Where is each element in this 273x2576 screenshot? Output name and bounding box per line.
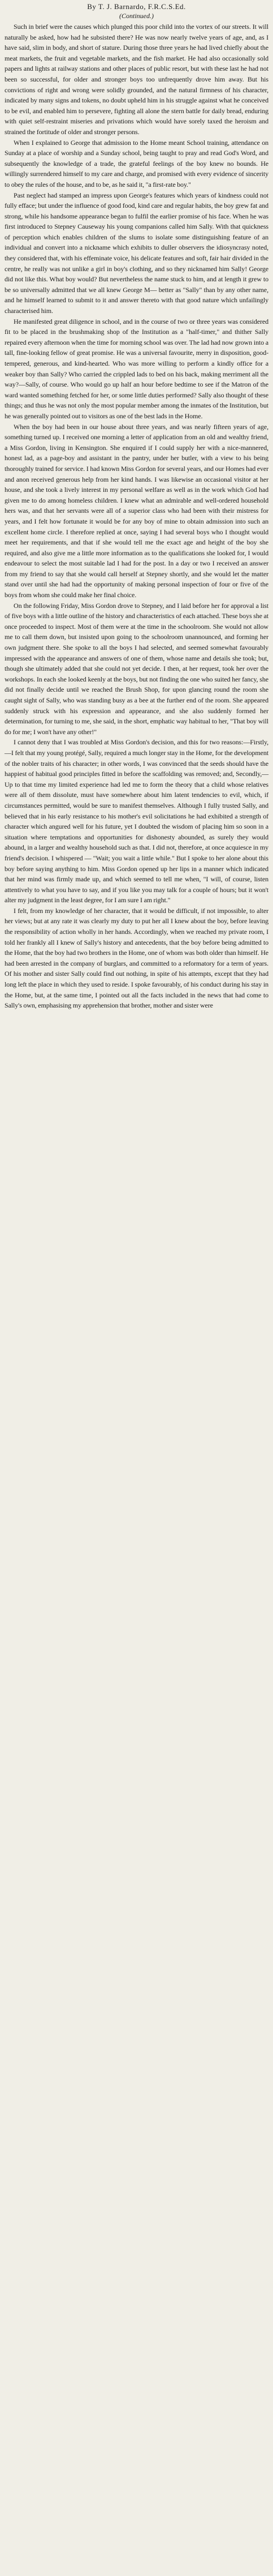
- article-paragraph: On the following Friday, Miss Gordon drove to Stepney, and I laid before her for approval a list of five boys with a little outline of the history and characteristics of each attached. These boys she at once proceeded to inspect. Most of them were at the time in the schoolroom. She would not allow me to call them down, but insisted upon going to the schoolroom unannounced, and forming her own judgment there. She spoke to all the boys I had selected, and seemed somewhat favourably impressed with the appearance and answers of one of them, whose name and details she took; but, though she ultimately added that she could not yet decide. I then, at her request, took her over the workshops. In each she looked keenly at the boys, but not finding the one who suited her fancy, she did not finally decide until we reached the Brush Shop, for upon glancing round the room she caught sight of Sally, who was standing busy as a bee at the further end of the room. She appeared suddenly struck with his expression and appearance, and she also suddenly formed her determination, for turning to me, she said, in the short, emphatic way habitual to her, "That boy will do for me; I won't have any other!": [5, 601, 268, 736]
- article-paragraph: He manifested great diligence in school, and in the course of two or three years was considered fit to be placed in the brushmaking shop of the Institution as a "half-timer," and thither Sally repaired every afternoon when the time for morning school was over. The lad had now grown into a tall, fine-looking fellow of great promise. He was a universal favourite, merry in disposition, good-tempered, generous, and kind-hearted. Who was more willing to perform a kindly office for a weaker boy than Sally? Who carried the crippled lads to bed on his back, making merriment all the way?—Sally, of course. Who would go up half an hour before bedtime to see if the Matron of the ward wanted something fetched for her, or some little duties performed? Sally also thought of these things; and thus he was not only the most popular member among the inmates of the Institution, but he was generally pointed out to visitors as one of the best lads in the Home.: [5, 317, 268, 420]
- article-paragraph: I felt, from my knowledge of her character, that it would be difficult, if not impossible, to alter her views; but at any rate it was clearly my duty to put her all I knew about the boy, before leaving the responsibility of action wholly in her hands. Accordingly, when we reached my private room, I told her frankly all I knew of Sally's history and antecedents, that the boy before being admitted to the Home, that the boy had two brothers in the Home, one of whom was both older than himself. He had been arrested in the company of burglars, and committed to a reformatory for a term of years. Of his mother and sister Sally could find out nothing, in spite of his attempts, except that they had long left the place in which they used to reside. I spoke favourably, of his conduct during his stay in the Home, but, at the same time, I pointed out all the facts included in the news that had come to Sally's own, emphasising my apprehension that brother, mother and sister were: [5, 906, 268, 1010]
- article-paragraph: When I explained to George that admission to the Home meant School training, attendance on Sunday at a place of worship and a Sunday school, being taught to pray and read God's Word, and subsequently the knowledge of a trade, the grateful feelings of the boy knew no bounds. He willingly surrendered himself to my care and charge, and promised with every evidence of sincerity to obey the rules of the house, and to be, as he said it, "a first-rate boy.": [5, 138, 268, 188]
- article-byline: By T. J. Barnardo, F.R.C.S.Ed.: [87, 2, 186, 11]
- article-paragraph: I cannot deny that I was troubled at Miss Gordon's decision, and this for two reasons:—Firstly,—I felt that my young protégé, Sally, required a much longer stay in the Home, for the development of the nobler traits of his character; in other words, I was convinced that the seeds should have the happiest of habitual good principles fitted in before the scaffolding was removed; and, Secondly,—Up to that time my limited experience had led me to form the theory that a child whose relatives were all of them dissolute, must have somewhere about him latent tendencies to evil, which, if circumstances permitted, would be sure to manifest themselves. Although I fully trusted Sally, and believed that in his early resistance to his mother's evil solicitations he had exhibited a strength of character which angured well for his future, yet I doubted the wisdom of placing him so soon in a situation where temptations and opportunities for dishonesty abounded, as surely they would abound, in a larger and wealthy household such as that. I did not, therefore, at once acquiesce in my friend's decision. I whispered — "Wait; you wait a little while." But I spoke to her alone about this boy before saying anything to him. Miss Gordon opened up her lips in a manner which indicated that her mind was firmly made up, and which seemed to tell me when, "I will, of course, listen attentively to what you have to say, and if you like you may talk for a couple of hours; but it won't alter my judgment in the least degree, for I am sure I am right.": [5, 738, 268, 905]
- continued-marker: (Continued.): [119, 12, 154, 20]
- article-paragraph: When the boy had been in our house about three years, and was nearly fifteen years of age, something turned up. I received one morning a letter of application from an old and wealthy friend, a Miss Gordon, living in Kensington. She enquired if I could supply her with a nice-mannered, honest lad, as a page-boy and assistant in the pantry, under her butler, with a view to his being thoroughly trained for service. I had known Miss Gordon for several years, and our Homes had ever and anon received generous help from her kind hands. I was likewise an occasional visitor at her house, and she took a lively interest in my personal welfare as well as in the work which God had given me to do among homeless children. I knew what an admirable and well-ordered household hers was, and that her servants were all of a superior class who had been with their mistress for years, and I felt how fortunate it would be for any boy of mine to obtain admission into such an excellent home circle. I therefore replied at once, saying I had several boys who I thought would meet her requirements, and that if she would tell me the exact age and height of the boy she required, and also give me a little more information as to the qualifications she looked for, I would endeavour to select the most suitable lad I had for the post. In a day or two I received an answer from my friend to say that she would call herself at Stepney shortly, and she would let the matter stand over until she had had the opportunity of making personal inspection of four or five of the boys from whom she could make her final choice.: [5, 422, 268, 599]
- article-paragraph: Past neglect had stamped an impress upon George's features which years of kindness could not fully efface; but under the influence of good food, kind care and regular habits, the boy grew fat and strong, while his handsome appearance began to fulfil the earlier promise of his face. When he was first introduced to Stepney Causeway his young companions called him Sally. With that quickness of perception which enables children of the slums to isolate some distinguishing feature of an individual and convert into a nickname which exhibits to duller observers the idiosyncrasy noted, they considered that, with his effeminate voice, his delicate features and soft, fair hair divided in the centre, he really was not unlike a girl in boy's clothing, and so they nicknamed him Sally! George did not like this. What boy would? But nevertheless the name stuck to him, and at length it grew to be so universally admitted that we all knew George M— better as "Sally" than by any other name, and he himself learned to submit to it and answer thereto with that good nature which unfailingly characterised him.: [5, 191, 268, 315]
- article-paragraph: Such in brief were the causes which plunged this poor child into the vortex of our streets. It will naturally be asked, how had he subsisted there? He was now nearly twelve years of age, and, as I have said, slim in body, and short of stature. During those three years he had lived chiefly about the meat markets, the fruit and vegetable markets, and the fish market. He had also occasionally sold papers and lights at railway stations and other places of public resort, but with these last he had not been so successful, for older and stronger boys too unfrequently drove him away. But his convictions of right and wrong were solidly grounded, and the natural firmness of his character, indicated by many signs and tokens, no doubt upheld him in his struggle against what he conceived to be evil, and enabled him to persevere, fighting all alone the stern battle for daily bread, enduring with quiet self-restraint miseries and privations which would have sorely taxed the heroism and strained the fortitude of older and stronger persons.: [5, 23, 268, 136]
